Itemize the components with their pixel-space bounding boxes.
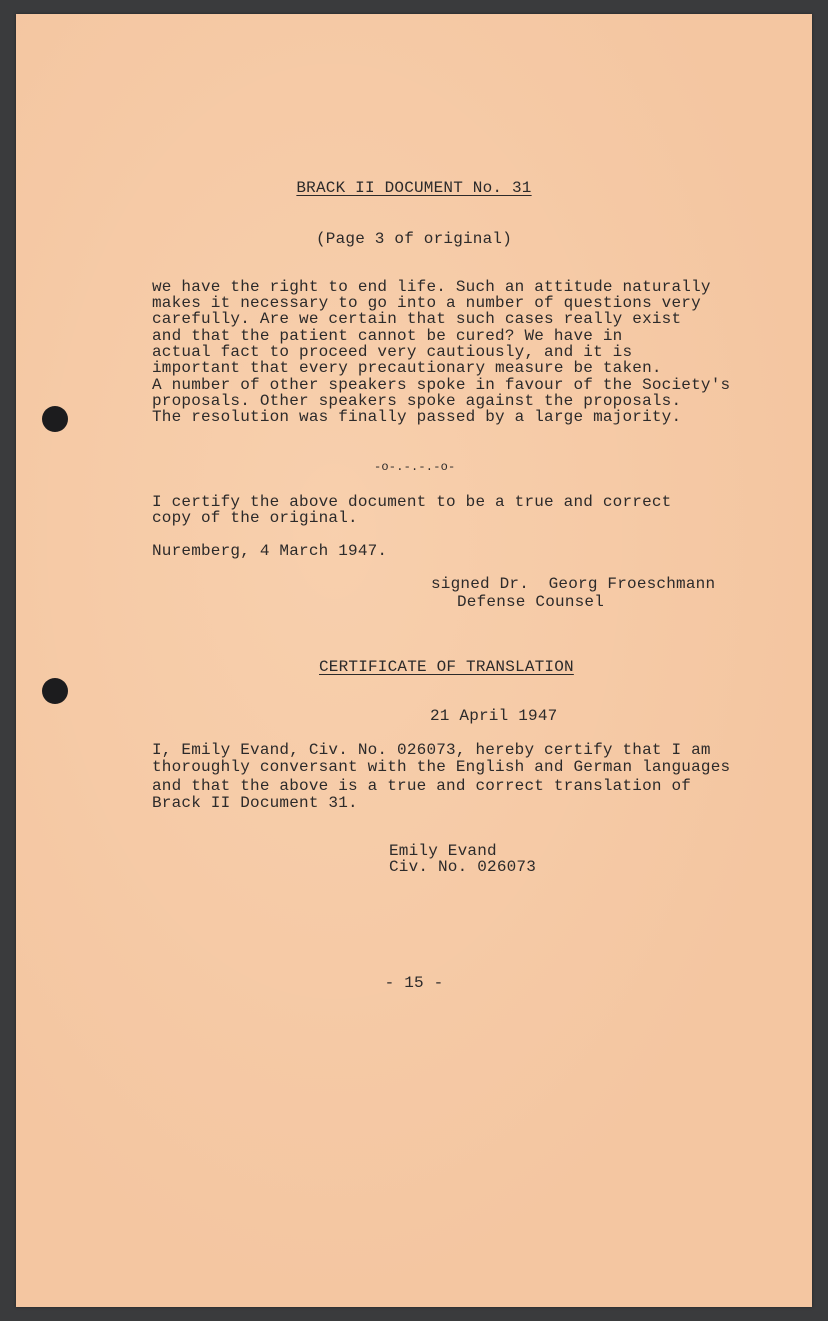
body-line: we have the right to end life. Such an attitude naturally bbox=[152, 278, 711, 296]
translation-line: thoroughly conversant with the English and German languages bbox=[152, 758, 731, 776]
body-line: important that every precautionary measure be taken. bbox=[152, 359, 662, 377]
punch-hole bbox=[42, 678, 68, 704]
document-page bbox=[16, 14, 812, 1307]
translation-heading: CERTIFICATE OF TRANSLATION bbox=[319, 658, 574, 676]
certify-line: I certify the above document to be a true and correct bbox=[152, 493, 672, 511]
translator-name: Emily Evand bbox=[389, 842, 497, 860]
translation-line: and that the above is a true and correct translation of bbox=[152, 777, 692, 795]
signature-line: signed Dr. Georg Froeschmann bbox=[431, 575, 716, 593]
section-separator: -o-.-.-.-o- bbox=[374, 460, 456, 474]
body-line: A number of other speakers spoke in favour of the Society's bbox=[152, 376, 731, 394]
page-reference: (Page 3 of original) bbox=[315, 230, 513, 248]
body-line: carefully. Are we certain that such cases really exist bbox=[152, 310, 682, 328]
body-line: actual fact to proceed very cautiously, and it is bbox=[152, 343, 633, 361]
body-line: makes it necessary to go into a number of questions very bbox=[152, 294, 701, 312]
body-line: and that the patient cannot be cured? We have in bbox=[152, 327, 623, 345]
signer-role: Defense Counsel bbox=[457, 593, 605, 611]
translator-civ-number: Civ. No. 026073 bbox=[389, 858, 537, 876]
document-title: BRACK II DOCUMENT No. 31 bbox=[296, 179, 532, 197]
punch-hole bbox=[42, 406, 68, 432]
translation-line: I, Emily Evand, Civ. No. 026073, hereby certify that I am bbox=[152, 741, 711, 759]
body-line: The resolution was finally passed by a large majority. bbox=[152, 408, 682, 426]
place-date: Nuremberg, 4 March 1947. bbox=[152, 542, 388, 560]
translation-line: Brack II Document 31. bbox=[152, 794, 358, 812]
body-line: proposals. Other speakers spoke against the proposals. bbox=[152, 392, 682, 410]
translation-date: 21 April 1947 bbox=[430, 707, 558, 725]
page-number: - 15 - bbox=[384, 974, 444, 992]
certify-line: copy of the original. bbox=[152, 509, 358, 527]
